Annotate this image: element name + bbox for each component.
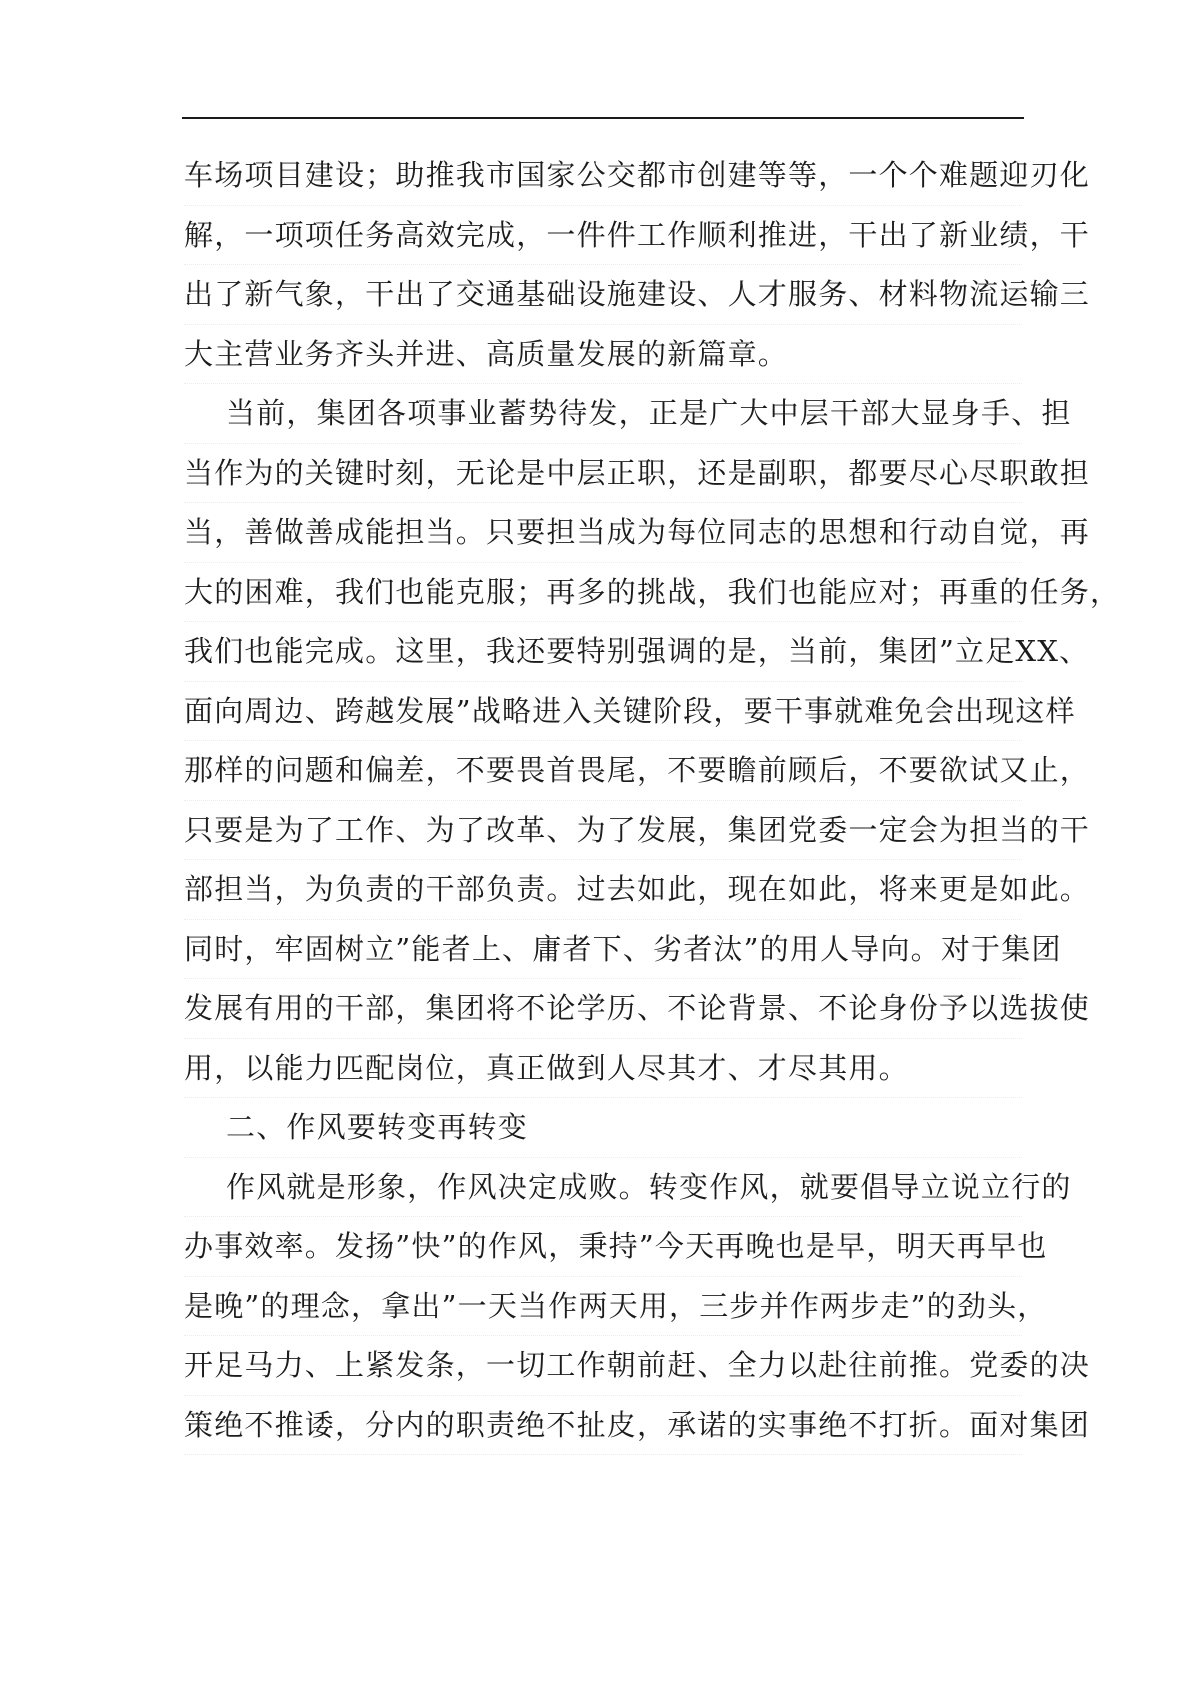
text-line: 当，善做善成能担当。只要担当成为每位同志的思想和行动自觉，再 [184, 503, 1022, 563]
text-line: 发展有用的干部，集团将不论学历、不论背景、不论身份予以选拔使 [184, 979, 1022, 1039]
text-line: 办事效率。发扬”快”的作风，秉持”今天再晚也是早，明天再早也 [184, 1217, 1022, 1277]
text-line: 车场项目建设；助推我市国家公交都市创建等等，一个个难题迎刃化 [184, 146, 1022, 206]
text-line: 那样的问题和偏差，不要畏首畏尾，不要瞻前顾后，不要欲试又止， [184, 741, 1022, 801]
text-line: 策绝不推诿，分内的职责绝不扯皮，承诺的实事绝不打折。面对集团 [184, 1396, 1022, 1456]
text-line: 大主营业务齐头并进、高质量发展的新篇章。 [184, 325, 1022, 385]
text-line: 用，以能力匹配岗位，真正做到人尽其才、才尽其用。 [184, 1039, 1022, 1099]
text-line: 同时，牢固树立”能者上、庸者下、劣者汰”的用人导向。对于集团 [184, 920, 1022, 980]
text-line: 我们也能完成。这里，我还要特别强调的是，当前，集团”立足XX、 [184, 622, 1022, 682]
text-line: 当作为的关键时刻，无论是中层正职，还是副职，都要尽心尽职敢担 [184, 444, 1022, 504]
text-line: 出了新气象，干出了交通基础设施建设、人才服务、材料物流运输三 [184, 265, 1022, 325]
text-line: 当前，集团各项事业蓄势待发，正是广大中层干部大显身手、担 [184, 384, 1022, 444]
text-line: 二、作风要转变再转变 [184, 1098, 1022, 1158]
header-rule [182, 117, 1024, 119]
text-line: 开足马力、上紧发条，一切工作朝前赶、全力以赴往前推。党委的决 [184, 1336, 1022, 1396]
text-line: 解，一项项任务高效完成，一件件工作顺利推进，干出了新业绩，干 [184, 206, 1022, 266]
text-line: 面向周边、跨越发展”战略进入关键阶段，要干事就难免会出现这样 [184, 682, 1022, 742]
body-text [184, 146, 1121, 1455]
text-line: 部担当，为负责的干部负责。过去如此，现在如此，将来更是如此。 [184, 860, 1022, 920]
text-line: 是晚”的理念，拿出”一天当作两天用，三步并作两步走”的劲头， [184, 1277, 1022, 1337]
text-line: 只要是为了工作、为了改革、为了发展，集团党委一定会为担当的干 [184, 801, 1022, 861]
text-line: 作风就是形象，作风决定成败。转变作风，就要倡导立说立行的 [184, 1158, 1022, 1218]
text-line: 大的困难，我们也能克服；再多的挑战，我们也能应对；再重的任务， [184, 563, 1022, 623]
